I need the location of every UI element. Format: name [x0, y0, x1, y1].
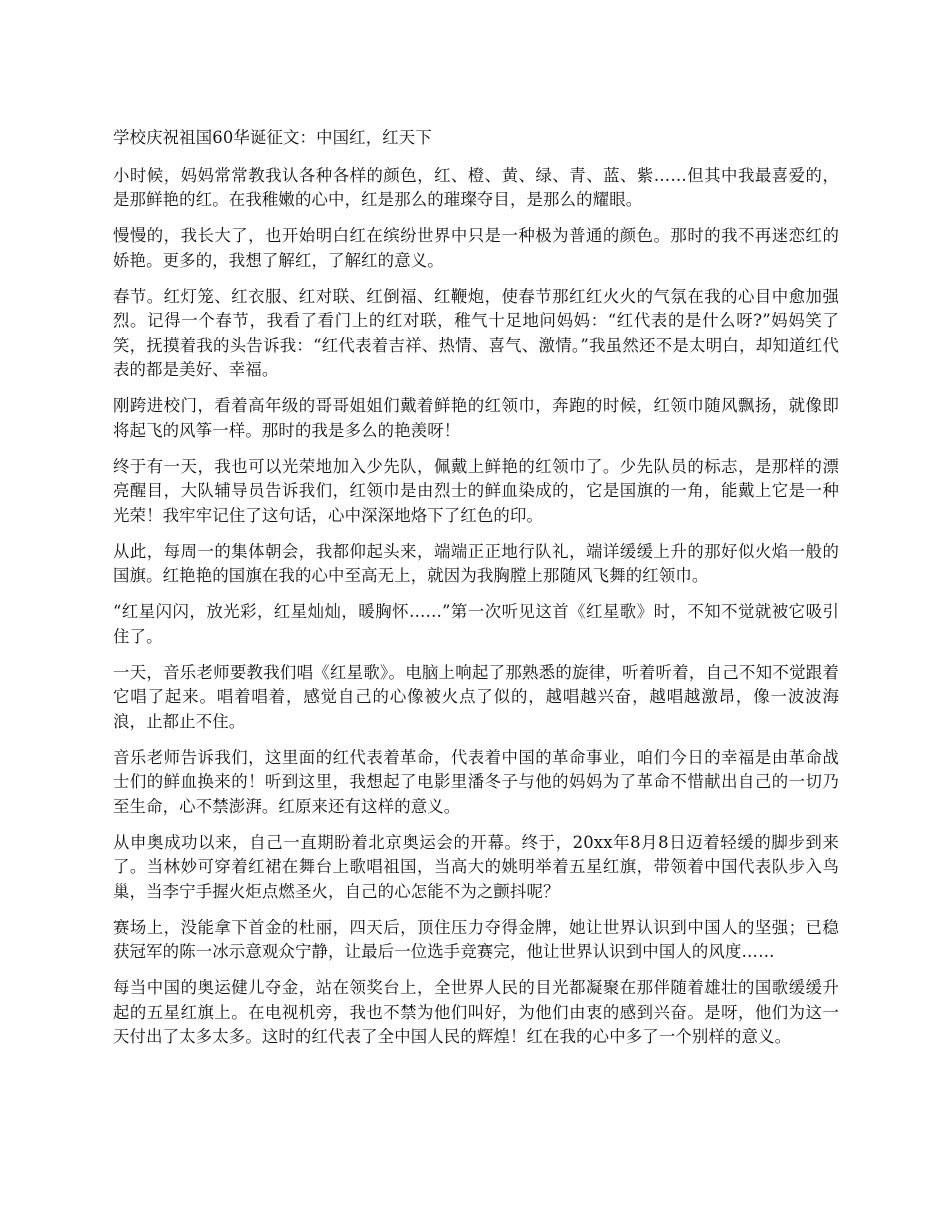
paragraph-5: 终于有一天，我也可以光荣地加入少先队，佩戴上鲜艳的红领巾了。少先队员的标志，是那样的漂亮醒目，大队辅导员告诉我们，红领巾是由烈士的鲜血染成的，它是国旗的一角，能戴上它是一种光荣！我牢牢记住了这句话，心中深深地烙下了红色的印。 [113, 456, 839, 525]
paragraph-6: 从此，每周一的集体朝会，我都仰起头来，端端正正地行队礼，端详缓缓上升的那好似火焰一般的国旗。红艳艳的国旗在我的心中至高无上，就因为我胸膛上那随风飞舞的红领巾。 [113, 541, 839, 585]
document-body [113, 126, 839, 1061]
paragraph-10: 从申奥成功以来，自己一直期盼着北京奥运会的开幕。终于，20xx年8月8日迈着轻缓的脚步到来了。当林妙可穿着红裙在舞台上歌唱祖国，当高大的姚明举着五星红旗，带领着中国代表队步入鸟巢，当李宁手握火炬点燃圣火，自己的心怎能不为之颤抖呢？ [113, 832, 839, 901]
paragraph-1: 小时候，妈妈常常教我认各种各样的颜色，红、橙、黄、绿、青、蓝、紫……但其中我最喜爱的，是那鲜艳的红。在我稚嫩的心中，红是那么的璀璨夺目，是那么的耀眼。 [113, 165, 839, 209]
paragraph-8: 一天，音乐老师要教我们唱《红星歌》。电脑上响起了那熟悉的旋律，听着听着，自己不知不觉跟着它唱了起来。唱着唱着，感觉自己的心像被火点了似的，越唱越兴奋，越唱越激昂，像一波波海浪，止都止不住。 [113, 662, 839, 731]
document-title: 学校庆祝祖国60华诞征文：中国红，红天下 [113, 128, 432, 147]
paragraph-12: 每当中国的奥运健儿夺金，站在领奖台上，全世界人民的目光都凝聚在那伴随着雄壮的国歌缓缓升起的五星红旗上。在电视机旁，我也不禁为他们叫好，为他们由衷的感到兴奋。是呀，他们为这一天付出了太多太多。这时的红代表了全中国人民的辉煌！红在我的心中多了一个别样的意义。 [113, 978, 839, 1046]
paragraph-7: “红星闪闪，放光彩，红星灿灿，暖胸怀……”第一次听见这首《红星歌》时，不知不觉就被它吸引住了。 [113, 602, 839, 646]
paragraph-3: 春节。红灯笼、红衣服、红对联、红倒福、红鞭炮，使春节那红红火火的气氛在我的心目中愈加强烈。记得一个春节，我看了看门上的红对联，稚气十足地问妈妈：“红代表的是什么呀?”妈妈笑了笑，抚摸着我的头告诉我：“红代表着吉祥、热情、喜气、激情。”我虽然还不是太明白，却知道红代表的都是美好、幸福。 [113, 286, 839, 379]
paragraph-2: 慢慢的，我长大了，也开始明白红在缤纷世界中只是一种极为普通的颜色。那时的我不再迷恋红的娇艳。更多的，我想了解红，了解红的意义。 [113, 226, 839, 270]
paragraph-4: 刚跨进校门，看着高年级的哥哥姐姐们戴着鲜艳的红领巾，奔跑的时候，红领巾随风飘扬，就像即将起飞的风筝一样。那时的我是多么的艳羡呀！ [113, 396, 839, 440]
paragraph-11: 赛场上，没能拿下首金的杜丽，四天后，顶住压力夺得金牌，她让世界认识到中国人的坚强；已稳获冠军的陈一冰示意观众宁静，让最后一位选手竞赛完，他让世界认识到中国人的风度…… [113, 917, 839, 961]
paragraph-9: 音乐老师告诉我们，这里面的红代表着革命，代表着中国的革命事业，咱们今日的幸福是由革命战士们的鲜血换来的！听到这里，我想起了电影里潘冬子与他的妈妈为了革命不惜献出自己的一切乃至生命，心不禁澎湃。红原来还有这样的意义。 [113, 747, 839, 816]
